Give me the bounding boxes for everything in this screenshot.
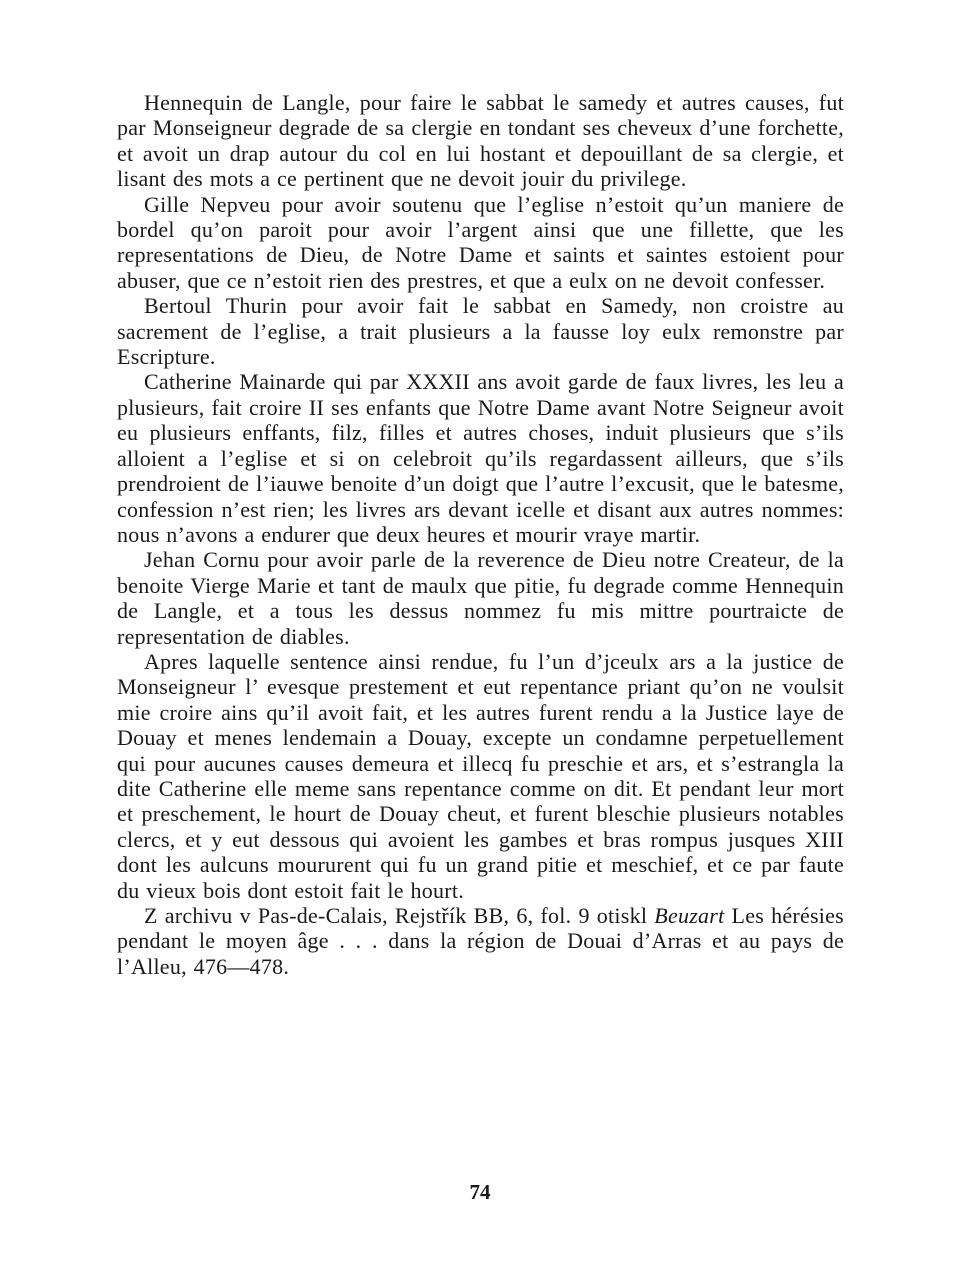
page-number: 74 [469,1180,491,1204]
source-citation [117,903,844,979]
body-text [117,90,844,979]
paragraph-bertoul-thurin: Bertoul Thurin pour avoir fait le sabbat en Samedy, non croistre au sacrement de l’eglise, a trait plusieurs a la fausse loy eulx remonstre par Escripture. [117,293,844,370]
paragraph-gille-nepveu: Gille Nepveu pour avoir soutenu que l’eglise n’estoit qu’un maniere de bordel qu’on paroit pour avoir l’argent ainsi que une fillette, que les representations de Dieu, de Notre Dame et saints et saintes estoient pour abuser, que ce n’estoit rien des prestres, et que a eulx on ne devoit confesser. [117,191,844,293]
paragraph-hennequin: Hennequin de Langle, pour faire le sabbat le samedy et autres causes, fut par Monseigneur degrade de sa clergie en tondant ses cheveux d’une forchette, et avoit un drap autour du col en lui hostant et depouillant de sa clergie, et lisant des mots a ce pertinent que ne devoit jouir du privilege. [117,90,844,192]
citation-lead: Z archivu v Pas-de-Calais, Rejstřík BB, 6, fol. 9 otiskl [144,903,655,928]
paragraph-jehan-cornu: Jehan Cornu pour avoir parle de la reverence de Dieu notre Createur, de la benoite Vierge Marie et tant de maulx que pitie, fu degrade comme Hennequin de Langle, et a tous les dessus nommez fu mis mittre pourtraicte de representation de diables. [117,547,844,649]
citation-author: Beuzart [654,903,725,928]
paragraph-sentence: Apres laquelle sentence ainsi rendue, fu l’un d’jceulx ars a la justice de Monseigneur l’ evesque prestement et eut repentance priant qu’on ne voulsit mie croire ains qu’il avoit fait, et les autres furent rendu a la Justice laye de Douay et menes lendemain a Douay, excepte un condamne perpetuellement qui pour aucunes causes demeura et illecq fu preschie et ars, et s’estrangla la dite Catherine elle meme sans repentance comme on dit. Et pendant leur mort et preschement, le hourt de Douay cheut, et furent bleschie plusieurs notables clercs, et y eut dessous qui avoient les gambes et bras rompus jusques XIII dont les aulcuns moururent qui fu un grand pitie et meschief, et ce par faute du vieux bois dont estoit fait le hourt. [117,648,844,903]
paragraph-catherine-mainarde: Catherine Mainarde qui par XXXII ans avoit garde de faux livres, les leu a plusieurs, fait croire II ses enfants que Notre Dame avant Notre Seigneur avoit eu plusieurs enffants, filz, filles et autres choses, induit plusieurs que s’ils alloient a l’eglise et si on celebroit qu’ils regardassent ailleurs, que s’ils prendroient de l’iauwe benoite d’un doigt que l’autre l’excusit, que le batesme, confession n’est rien; les livres ars devant icelle et disant aux autres nommes: nous n’avons a endurer que deux heures et mourir vraye martir. [117,369,844,547]
citation-rest: Les hérésies pendant le moyen âge . . . dans la région de Douai d’Arras et au pays de l’Alleu, 476—478. [117,903,844,979]
